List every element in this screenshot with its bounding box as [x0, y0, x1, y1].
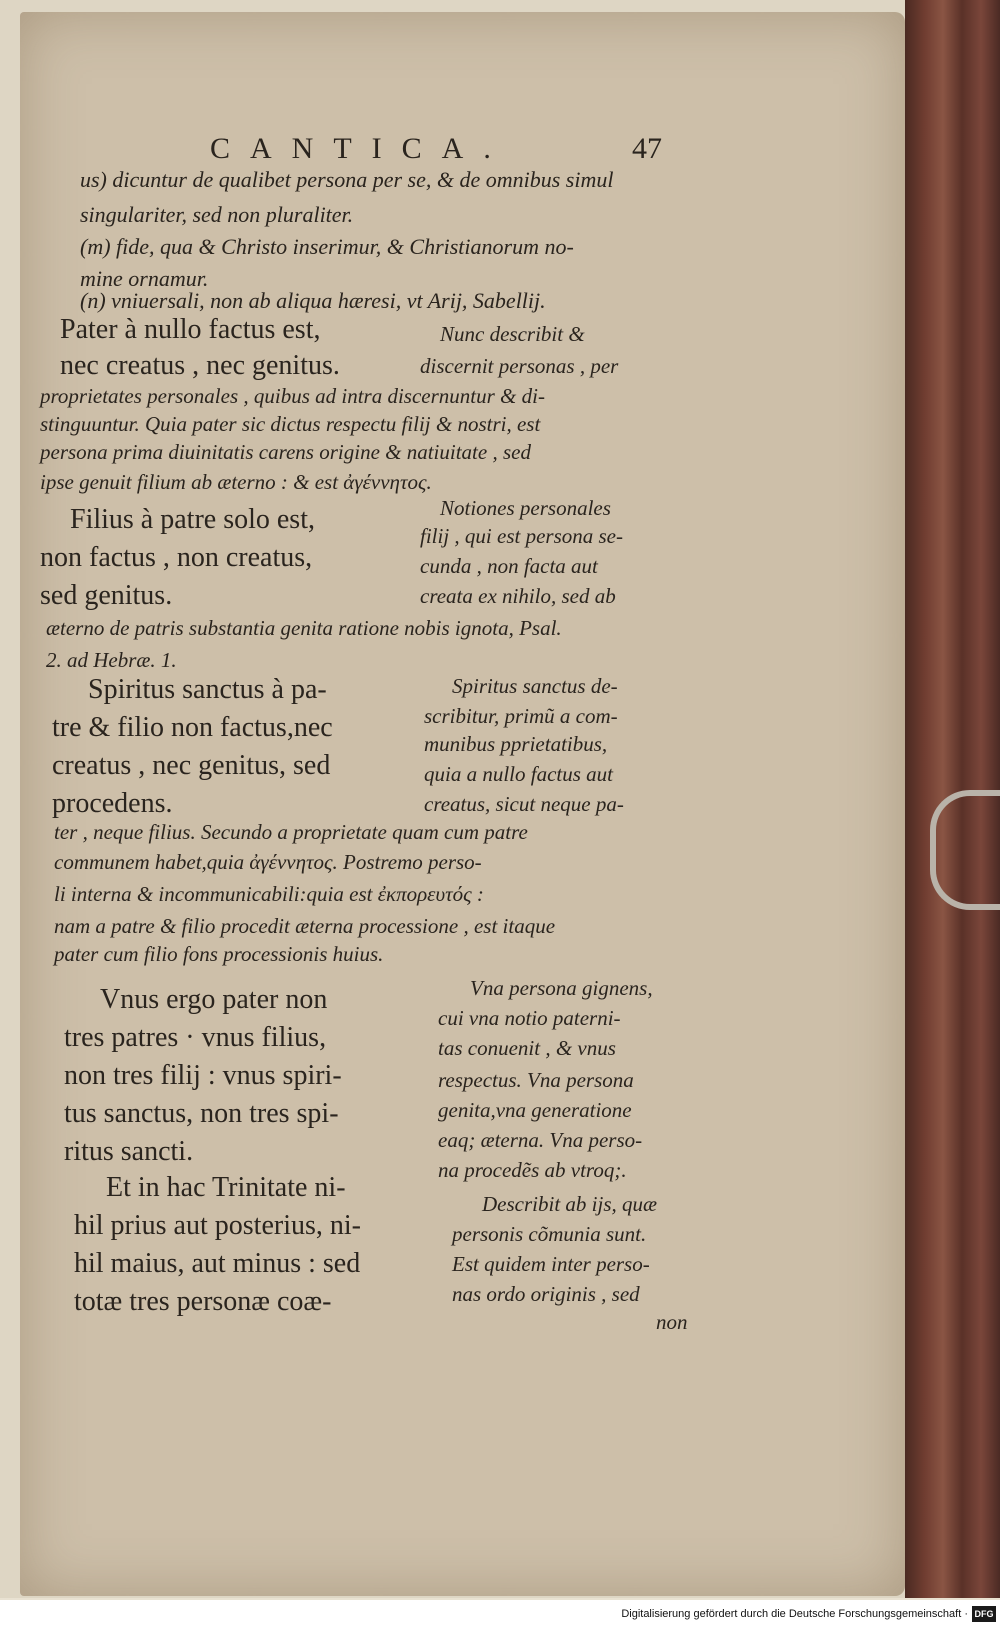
creed-line: sed genitus. — [40, 580, 173, 611]
creed-line: hil maius, aut minus : sed — [74, 1248, 361, 1279]
commentary-line: personis cõmunia sunt. — [452, 1222, 647, 1246]
book-page — [20, 12, 905, 1596]
commentary-line: filij , qui est persona se- — [420, 524, 623, 548]
commentary-line: persona prima diuinitatis carens origine & natiuitate , sed — [40, 440, 531, 464]
creed-line: creatus , nec genitus, sed — [52, 750, 331, 781]
commentary-line: 2. ad Hebræ. 1. — [46, 648, 177, 672]
commentary-line: ipse genuit filium ab æterno : & est ἀγέννητος. — [40, 470, 432, 494]
creed-line: Spiritus sanctus à pa- — [88, 674, 327, 705]
footnote-line: (n) vniuersali, non ab aliqua hæresi, vt Arij, Sabellij. — [80, 288, 546, 313]
commentary-line: Est quidem inter perso- — [452, 1252, 650, 1276]
dfg-logo: DFG — [972, 1606, 996, 1622]
commentary-line: Describit ab ijs, quæ — [482, 1192, 658, 1216]
commentary-line: communem habet,quia ἀγέννητος. Postremo perso- — [54, 850, 482, 874]
commentary-line: stinguuntur. Quia pater sic dictus respectu filij & nostri, est — [40, 412, 541, 436]
commentary-line: cui vna notio paterni- — [438, 1006, 621, 1030]
page-number: 47 — [632, 132, 662, 165]
commentary-line: Nunc describit & — [440, 322, 585, 346]
commentary-line: quia a nullo factus aut — [424, 762, 613, 786]
creed-line: non tres filij : vnus spiri- — [64, 1060, 342, 1091]
commentary-line: Vna persona gignens, — [470, 976, 653, 1000]
creed-line: Pater à nullo factus est, — [60, 314, 321, 345]
footer-bar — [0, 1600, 1000, 1630]
commentary-line: munibus pprietatibus, — [424, 732, 608, 756]
footnote-line: (m) fide, qua & Christo inserimur, & Christianorum no- — [80, 234, 574, 259]
commentary-line: scribitur, primũ a com- — [424, 704, 618, 728]
creed-line: totæ tres personæ coæ- — [74, 1286, 332, 1317]
commentary-line: cunda , non facta aut — [420, 554, 598, 578]
commentary-line: discernit personas , per — [420, 354, 619, 378]
commentary-line: eaq; æterna. Vna perso- — [438, 1128, 643, 1152]
commentary-line: Notiones personales — [440, 496, 611, 520]
commentary-line: genita,vna generatione — [438, 1098, 632, 1122]
creed-line: tus sanctus, non tres spi- — [64, 1098, 339, 1129]
commentary-line: nam a patre & filio procedit æterna processione , est itaque — [54, 914, 556, 938]
footer-credit: Digitalisierung gefördert durch die Deutsche Forschungsgemeinschaft · — [621, 1608, 968, 1620]
creed-line: procedens. — [52, 788, 173, 819]
creed-line: Et in hac Trinitate ni- — [106, 1172, 346, 1203]
creed-line: hil prius aut posterius, ni- — [74, 1210, 361, 1241]
commentary-line: na procedẽs ab vtroq;. — [438, 1158, 627, 1182]
commentary-line: Spiritus sanctus de- — [452, 674, 618, 698]
footnote-line: mine ornamur. — [80, 266, 209, 291]
commentary-line: creatus, sicut neque pa- — [424, 792, 624, 816]
catchword: non — [656, 1310, 688, 1334]
commentary-line: pater cum filio fons processionis huius. — [54, 942, 384, 966]
commentary-line: li interna & incommunicabili:quia est ἐκπορευτός : — [54, 882, 484, 906]
commentary-line: nas ordo originis , sed — [452, 1282, 640, 1306]
creed-line: Filius à patre solo est, — [70, 504, 315, 535]
footnote-line: singulariter, sed non pluraliter. — [80, 202, 354, 227]
footnote-line: us) dicuntur de qualibet persona per se, & de omnibus simul — [80, 167, 614, 192]
commentary-line: creata ex nihilo, sed ab — [420, 584, 616, 608]
creed-line: Vnus ergo pater non — [100, 984, 328, 1015]
creed-line: non factus , non creatus, — [40, 542, 313, 573]
commentary-line: proprietates personales , quibus ad intra discernuntur & di- — [40, 384, 545, 408]
creed-line: ritus sancti. — [64, 1136, 194, 1167]
commentary-line: ter , neque filius. Secundo a proprietate quam cum patre — [54, 820, 528, 844]
creed-line: tres patres · vnus filius, — [64, 1022, 327, 1053]
creed-line: nec creatus , nec genitus. — [60, 350, 340, 381]
commentary-line: æterno de patris substantia genita ratione nobis ignota, Psal. — [46, 616, 562, 640]
commentary-line: tas conuenit , & vnus — [438, 1036, 616, 1060]
commentary-line: respectus. Vna persona — [438, 1068, 634, 1092]
page-clip — [930, 790, 1000, 910]
creed-line: tre & filio non factus,nec — [52, 712, 333, 743]
running-head: CANTICA. — [210, 132, 511, 165]
